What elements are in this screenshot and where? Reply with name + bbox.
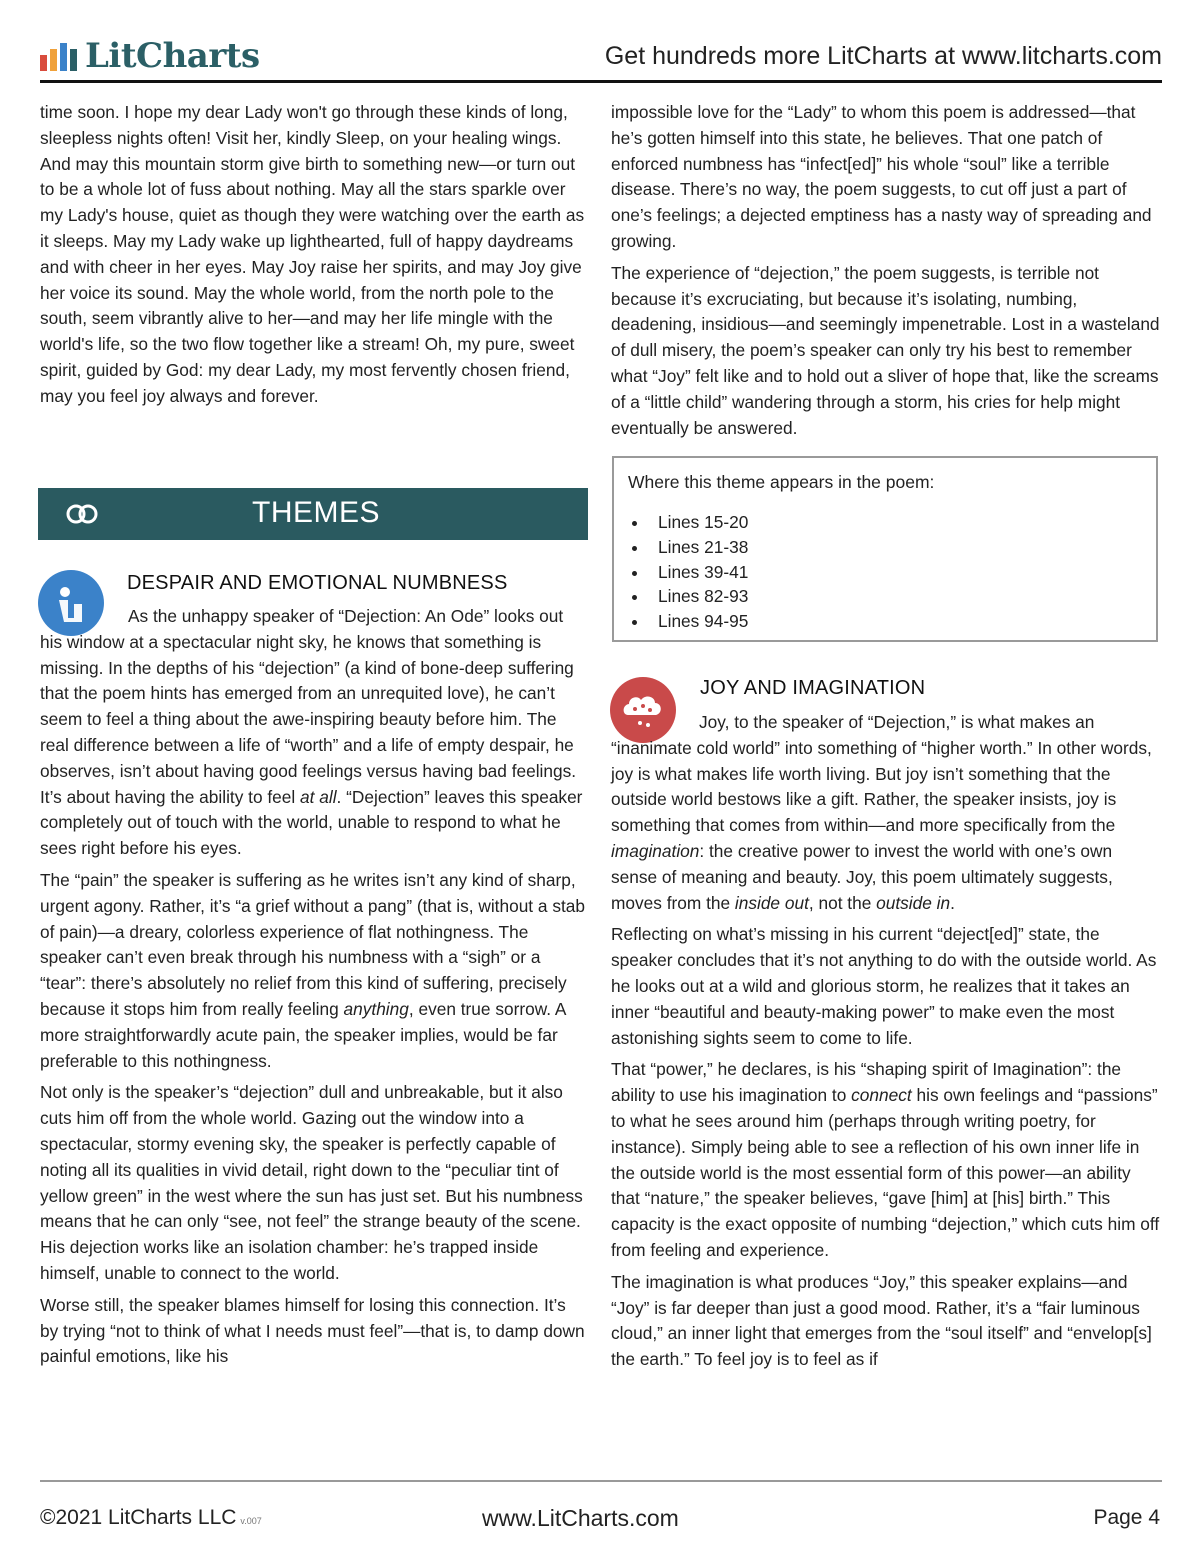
page-header	[40, 36, 1162, 80]
appearance-link[interactable]: Lines 82-93	[628, 584, 748, 609]
header-tagline: Get hundreds more LitCharts at www.litcharts.com	[604, 42, 1162, 70]
despair-paragraph-4: Worse still, the speaker blames himself for losing this connection. It’s by trying “not to think of what I needs must feel”—that is, to damp down painful emotions, like his	[40, 1294, 585, 1367]
themes-title: THEMES	[252, 496, 381, 529]
theme-heading-despair: DESPAIR AND EMOTIONAL NUMBNESS	[127, 572, 508, 594]
joy-paragraph-3: That “power,” he declares, is his “shaping spirit of Imagination”: the ability to use his imagination to connect his own feelings and “passions” to what he sees around him (perhaps through writing poetry, for instance). Simply being able to see a reflection of his own inner life in the outside world is the most essential form of this power—an ability that “nature,” the speaker believes, “gave [him] at [his] birth.” This capacity is the exact opposite of numbing “dejection,” which cuts him off from feeling and experience.	[611, 1059, 1160, 1260]
logo-text: LitCharts	[85, 36, 260, 76]
appearances-list	[628, 510, 748, 634]
header-divider	[40, 80, 1162, 83]
page-number: Page 4	[1093, 1506, 1160, 1529]
appearance-link[interactable]: Lines 39-41	[628, 560, 748, 585]
theme-heading-joy: JOY AND IMAGINATION	[700, 677, 926, 699]
logo-bars-icon	[40, 41, 77, 71]
joy-paragraph-1: Joy, to the speaker of “Dejection,” is what makes an “inanimate cold world” into something of “higher worth.” In other words, joy is what makes life worth living. But joy isn’t something that the outside world bestows like a gift. Rather, the speaker insists, joy is something that comes from within—and more specifically from the imagination: the creative power to invest the world with one’s own sense of meaning and beauty. Joy, this poem ultimately suggests, moves from the inside out, not the outside in.	[611, 712, 1152, 913]
right-paragraph-2: The experience of “dejection,” the poem suggests, is terrible not because it’s excruciating, but because it’s isolating, numbing, deadening, insidious—and seemingly impenetrable. Lost in a wasteland of dull misery, the poem’s speaker can only try his best to remember what “Joy” felt like and to hold out a sliver of hope that, like the screams of a “little child” wandering through a storm, his cries for help might eventually be answered.	[611, 262, 1160, 438]
footer-website-link[interactable]: www.LitCharts.com	[482, 1505, 679, 1531]
litcharts-logo[interactable]	[40, 36, 260, 76]
intro-paragraph: time soon. I hope my dear Lady won't go through these kinds of long, sleepless nights often! Visit her, kindly Sleep, on your healing wings. And may this mountain storm give birth to something new—or turn out to be a whole lot of fuss about nothing. May all the stars sparkle over my Lady's house, quiet as though they were watching over the earth as it sleeps. May my Lady wake up lighthearted, full of happy daydreams and with cheer in her eyes. May Joy raise her spirits, and may Joy give her voice its sound. May the whole world, from the north pole to the south, seem vibrantly alive to her—and may her life mingle with the world's life, so the two flow together like a stream! Oh, my pure, sweet spirit, guided by God: my dear Lady, my most fervently chosen friend, may you feel joy always and forever.	[40, 102, 585, 406]
footer-copyright: ©2021 LitCharts LLC v.007	[40, 1506, 262, 1529]
appearances-title: Where this theme appears in the poem:	[628, 472, 935, 492]
despair-paragraph-2: The “pain” the speaker is suffering as he writes isn’t any kind of sharp, urgent agony. Rather, it’s “a grief without a pang” (that is, without a stab of pain)—a dreary, colorless experience of flat nothingness. The speaker can’t even break through his numbness with a “sigh” or a “tear”: there’s absolutely no relief from this kind of suffering, precisely because it stops him from really feeling anything, even true sorrow. A more straightforwardly acute pain, the speaker implies, would be far preferable to this nothingness.	[40, 869, 585, 1071]
footer-divider	[40, 1480, 1162, 1482]
theme-appearances-box	[612, 456, 1158, 642]
joy-theme-body	[611, 710, 1161, 1379]
joy-paragraph-2: Reflecting on what’s missing in his current “deject[ed]” state, the speaker concludes that it’s not anything to do with the outside world. As he looks out at a wild and glorious storm, he realizes that it takes an inner “beautiful and beauty-making power” to make even the most astonishing sights seem to come to life.	[611, 924, 1157, 1048]
left-column	[40, 100, 588, 416]
themes-rings-icon	[66, 504, 100, 524]
appearance-link[interactable]: Lines 21-38	[628, 535, 748, 560]
right-paragraph-1: impossible love for the “Lady” to whom this poem is addressed—that he’s gotten himself into this state, he believes. That one patch of enforced numbness has “infect[ed]” his whole “soul” like a terrible disease. There’s no way, the poem suggests, to cut off just a part of one’s feelings; a dejected emptiness has a nasty way of spreading and growing.	[611, 102, 1152, 251]
despair-theme-body	[40, 604, 588, 1376]
despair-paragraph-3: Not only is the speaker’s “dejection” dull and unbreakable, but it also cuts him off from the whole world. Gazing out the window into a spectacular, stormy evening sky, the speaker is perfectly capable of noting all its qualities in vivid detail, right down to the “peculiar tint of yellow green” in the west where the sun has just set. But his numbness means that he can only “see, not feel” the strange beauty of the scene. His dejection works like an isolation chamber: he’s trapped inside himself, unable to connect to the world.	[40, 1082, 583, 1283]
despair-paragraph-1: As the unhappy speaker of “Dejection: An Ode” looks out his window at a spectacular night sky, he knows that something is missing. In the depths of his “dejection” (a kind of bone-deep suffering that the poem hints has emerged from an unrequited love), he can’t seem to feel a thing about the awe-inspiring beauty before him. The real difference between a life of “worth” and a life of empty despair, he observes, isn’t about having good feelings versus having bad feelings. It’s about having the ability to feel at all. “Dejection” leaves this speaker completely out of touch with the world, unable to respond to what he sees right before his eyes.	[40, 606, 583, 859]
joy-paragraph-4: The imagination is what produces “Joy,” this speaker explains—and “Joy” is far deeper than just a good mood. Rather, it’s a “fair luminous cloud,” an inner light that emerges from the “soul itself” and “envelop[s] the earth.” To feel joy is to feel as if	[611, 1271, 1152, 1370]
right-column	[611, 100, 1161, 447]
appearance-link[interactable]: Lines 94-95	[628, 609, 748, 634]
appearance-link[interactable]: Lines 15-20	[628, 510, 748, 535]
version-label: v.007	[240, 1516, 262, 1526]
themes-banner	[38, 488, 588, 540]
